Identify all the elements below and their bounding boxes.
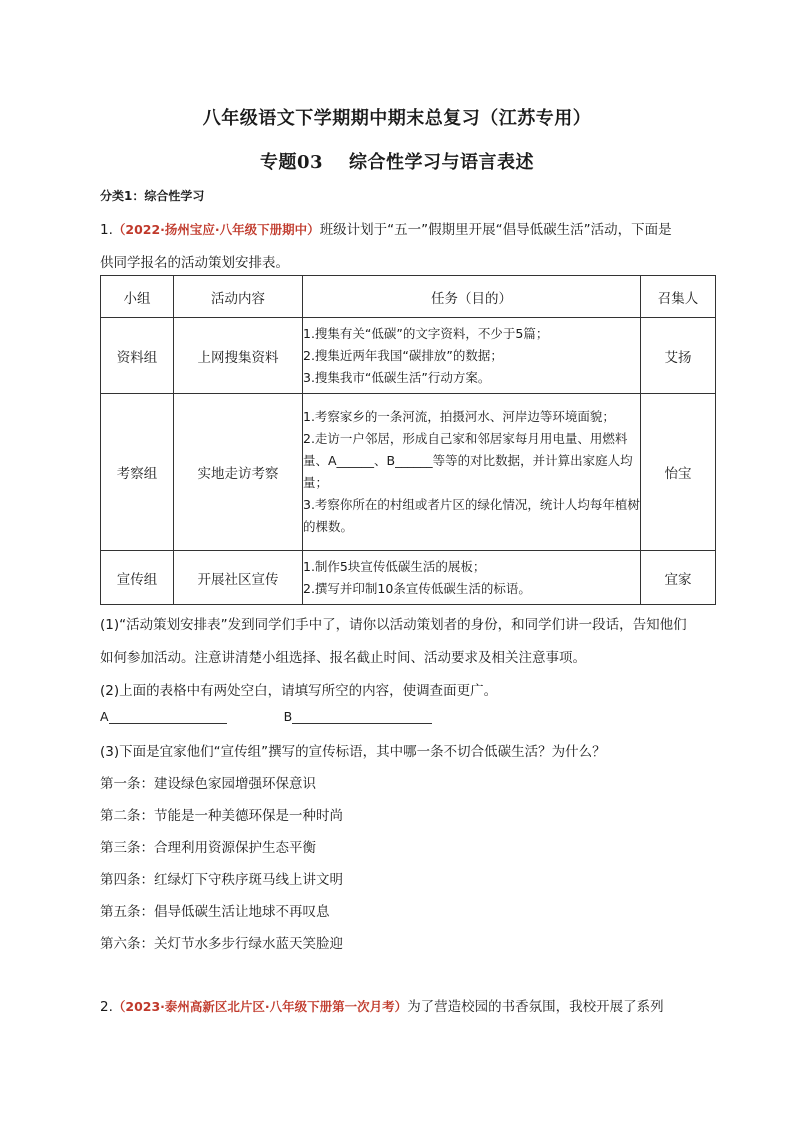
header-convener: 召集人: [641, 276, 716, 318]
subtitle-number: 专题03: [259, 152, 324, 173]
content-cell: 开展社区宣传: [174, 551, 303, 605]
task-line: 2.撰写并印制10条宣传低碳生活的标语。: [303, 580, 531, 596]
slogan-item: 第四条：红绿灯下守秩序斑马线上讲文明: [100, 872, 343, 888]
header-content: 活动内容: [174, 276, 303, 318]
task-line: 1.考察家乡的一条河流，拍摄河水、河岸边等环境面貌；: [303, 409, 615, 424]
blank-b-label: B: [283, 709, 293, 724]
task-cell: [303, 318, 641, 394]
question-1-line-1: [100, 218, 672, 238]
slogan-item: 第一条：建设绿色家园增强环保意识: [100, 776, 316, 792]
content-cell: 实地走访考察: [174, 394, 303, 551]
task-line: 1.搜集有关“低碳”的文字资料，不少于5篇；: [303, 325, 549, 341]
page-subtitle: [0, 148, 794, 174]
question-2-line-1: [100, 995, 664, 1015]
sub-question-1-line-1: (1)“活动策划安排表”发到同学们手中了，请你以活动策划者的身份，和同学们讲一段话，告知他们: [100, 617, 687, 633]
task-cell: [303, 394, 641, 551]
blank-a-label: A: [100, 709, 109, 724]
slogan-item: 第二条：节能是一种美德环保是一种时尚: [100, 808, 343, 824]
slogan-item: 第五条：倡导低碳生活让地球不再叹息: [100, 904, 330, 920]
convener-cell: 艾扬: [641, 318, 716, 394]
question-2-text: 为了营造校园的书香氛围，我校开展了系列: [407, 999, 664, 1015]
group-cell: 宣传组: [101, 551, 174, 605]
group-cell: 资料组: [101, 318, 174, 394]
group-cell: 考察组: [101, 394, 174, 551]
sub-question-2: (2)上面的表格中有两处空白，请填写所空的内容，使调查面更广。: [100, 683, 498, 699]
convener-cell: 宜家: [641, 551, 716, 605]
convener-cell: 怡宝: [641, 394, 716, 551]
question-1-line-2: 供同学报名的活动策划安排表。: [100, 255, 289, 271]
header-task: 任务（目的）: [303, 276, 641, 318]
answer-blanks: [100, 709, 432, 724]
task-line: 2.搜集近两年我国“碳排放”的数据；: [303, 347, 503, 363]
task-cell: [303, 551, 641, 605]
sub-question-3: (3)下面是宜家他们“宣传组”撰写的宣传标语，其中哪一条不切合低碳生活？为什么？: [100, 744, 606, 760]
content-cell: 上网搜集资料: [174, 318, 303, 394]
activity-plan-table: [100, 275, 716, 605]
subtitle-text: 综合性学习与语言表述: [349, 152, 535, 173]
header-group: 小组: [101, 276, 174, 318]
question-1-source: （2022·扬州宝应·八年级下册期中）: [112, 222, 320, 237]
task-line: 2.走访一户邻居，形成自己家和邻居家每月用电量、用燃料量、A______、B______等等的对比数据，并计算出家庭人均量；: [303, 431, 633, 490]
table-row: [101, 551, 716, 605]
task-line: 1.制作5块宣传低碳生活的展板；: [303, 558, 486, 574]
sub-question-1-line-2: 如何参加活动。注意讲清楚小组选择、报名截止时间、活动要求及相关注意事项。: [100, 650, 586, 666]
blank-a-line[interactable]: [109, 709, 227, 724]
page-title: 八年级语文下学期期中期末总复习（江苏专用）: [202, 108, 592, 129]
question-1-text: 班级计划于“五一”假期里开展“倡导低碳生活”活动，下面是: [319, 222, 672, 238]
category-heading: 分类1：综合性学习: [100, 189, 205, 203]
table-row: [101, 394, 716, 551]
task-line: 3.考察你所在的村组或者片区的绿化情况，统计人均每年植树的棵数。: [303, 497, 640, 534]
slogan-item: 第六条：关灯节水多步行绿水蓝天笑脸迎: [100, 936, 343, 952]
question-2-number: 2.: [100, 999, 113, 1015]
task-line: 3.搜集我市“低碳生活”行动方案。: [303, 369, 491, 385]
blank-b-line[interactable]: [292, 709, 432, 724]
table-row: [101, 318, 716, 394]
table-header-row: [101, 276, 716, 318]
slogan-item: 第三条：合理利用资源保护生态平衡: [100, 840, 316, 856]
question-2-source: （2023·泰州高新区北片区·八年级下册第一次月考）: [112, 999, 408, 1014]
question-1-number: 1.: [100, 222, 113, 238]
